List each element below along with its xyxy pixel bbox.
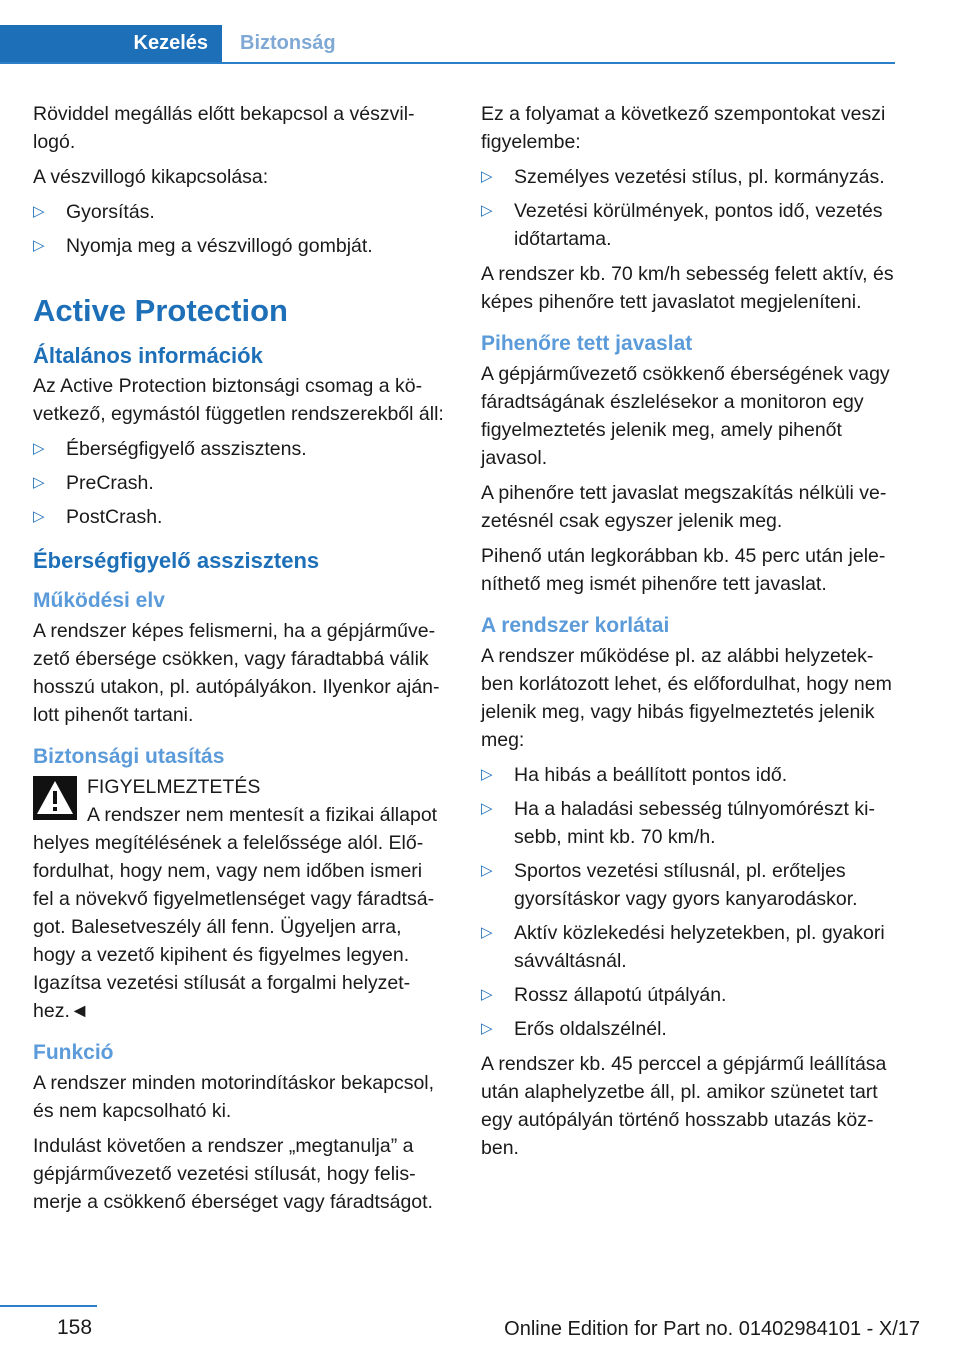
list-item-text: Vezetési körülmények, pontos idő, vezetés időtartama.: [514, 200, 883, 250]
subsection-title: Általános információk: [33, 343, 263, 368]
list-item: [33, 435, 448, 463]
list-item: [481, 761, 895, 789]
list-item: [33, 503, 448, 531]
paragraph: A rendszer működése pl. az alábbi helyzetekben korlátozott lehet, és előfordulhat, hogy nem jelenik meg, vagy hibás figyelmeztetés jelenik meg:: [481, 645, 892, 751]
warning-triangle-icon: [33, 776, 77, 820]
bullet-triangle-icon: ▷: [481, 1020, 493, 1037]
topic-heading: A rendszer korlátai: [481, 614, 670, 637]
bullet-list: [33, 435, 448, 531]
bullet-triangle-icon: ▷: [481, 862, 493, 879]
bullet-triangle-icon: ▷: [481, 800, 493, 817]
paragraph: Pihenő után legkorábban kb. 45 perc után jeleníthető meg ismét pihenőre tett javaslat.: [481, 545, 886, 595]
paragraph: Indulást követően a rendszer „megtanulja” a gépjárművezető vezetési stílusát, hogy felismerje a csökkenő éberséget vagy fáradtságot.: [33, 1135, 433, 1213]
topic-heading: Pihenőre tett javaslat: [481, 332, 693, 355]
bullet-triangle-icon: ▷: [481, 202, 493, 219]
list-item-text: Rossz állapotú útpályán.: [514, 984, 727, 1006]
list-item-text: Sportos vezetési stílusnál, pl. erőteljes gyorsításkor vagy gyors kanyarodáskor.: [514, 860, 858, 910]
list-item: [481, 163, 895, 191]
paragraph: A rendszer képes felismerni, ha a gépjárművezető ébersége csökken, vagy fáradtabbá válik hosszú utakon, pl. autópályákon. Ilyenkor ajánlott pihenőt tartani.: [33, 620, 440, 726]
list-item-text: Aktív közlekedési helyzetekben, pl. gyakori sávváltásnál.: [514, 922, 885, 972]
list-item: [481, 197, 895, 253]
edition-note: Online Edition for Part no. 01402984101 - X/17: [504, 1318, 920, 1340]
bullet-triangle-icon: ▷: [481, 766, 493, 783]
page-number: 158: [57, 1316, 93, 1339]
bullet-triangle-icon: ▷: [481, 986, 493, 1003]
paragraph: Röviddel megállás előtt bekapcsol a vészvillogó.: [33, 103, 415, 153]
list-item: [33, 232, 448, 260]
right-column: [481, 100, 895, 1169]
tab-biztonsag[interactable]: Biztonság: [240, 32, 336, 54]
section-title: Active Protection: [33, 293, 288, 328]
topic-heading: Működési elv: [33, 589, 165, 612]
footer-rule: [0, 1305, 97, 1307]
bullet-list: [481, 761, 895, 1043]
bullet-triangle-icon: ▷: [481, 168, 493, 185]
list-item-text: PostCrash.: [66, 506, 163, 528]
bullet-triangle-icon: ▷: [481, 924, 493, 941]
warning-text: A rendszer nem mentesít a fizikai állapot helyes megítélésének a felelőssége alól. Előfordulhat, hogy nem, vagy nem időben ismeri fel a növekvő figyelmetlenséget vagy fáradtságot. Balesetveszély áll fenn. Ügyeljen arra, hogy a vezető kipihent és figyelmes legyen. Igazítsa vezetési stílusát a forgalmi helyzethez.◄: [33, 804, 438, 1022]
list-item-text: Gyorsítás.: [66, 201, 155, 223]
list-item-text: Személyes vezetési stílus, pl. kormányzás.: [514, 166, 885, 188]
list-item-text: PreCrash.: [66, 472, 154, 494]
topic-heading: Biztonsági utasítás: [33, 745, 225, 768]
list-item: [481, 857, 895, 913]
paragraph: A rendszer minden motorindításkor bekapcsol, és nem kapcsolható ki.: [33, 1072, 435, 1122]
list-item: [33, 469, 448, 497]
list-item-text: Éberségfigyelő asszisztens.: [66, 438, 307, 460]
bullet-list: [33, 198, 448, 260]
subsection-title: Éberségfigyelő asszisztens: [33, 548, 320, 573]
bullet-triangle-icon: ▷: [33, 474, 45, 491]
paragraph: Ez a folyamat a következő szempontokat veszi figyelembe:: [481, 103, 886, 153]
list-item-text: Nyomja meg a vészvillogó gombját.: [66, 235, 373, 257]
paragraph: A rendszer kb. 45 perccel a gépjármű leállítása után alaphelyzetbe áll, pl. amikor szünetet tart egy autópályán történő hosszabb utazás közben.: [481, 1053, 887, 1159]
list-item: [33, 198, 448, 226]
paragraph: A gépjárművezető csökkenő éberségének vagy fáradtságának észlelésekor a monitoron egy figyelmeztetés jelenik meg, amely pihenőt javasol.: [481, 363, 890, 469]
left-column: [33, 100, 448, 1223]
tab-kezeles[interactable]: Kezelés: [0, 25, 222, 62]
chapter-tabbar: [0, 25, 895, 64]
paragraph: A rendszer kb. 70 km/h sebesség felett aktív, és képes pihenőre tett javaslatot megjeleníteni.: [481, 263, 894, 313]
list-item: [481, 919, 895, 975]
list-item: [481, 1015, 895, 1043]
bullet-triangle-icon: ▷: [33, 440, 45, 457]
paragraph: A vészvillogó kikapcsolása:: [33, 166, 269, 188]
bullet-triangle-icon: ▷: [33, 203, 45, 220]
bullet-list: [481, 163, 895, 253]
paragraph: Az Active Protection biztonsági csomag a következő, egymástól független rendszerekből áll:: [33, 375, 444, 425]
warning-block: [33, 773, 448, 1025]
bullet-triangle-icon: ▷: [33, 508, 45, 525]
warning-title: FIGYELMEZTETÉS: [87, 776, 261, 798]
list-item-text: Erős oldalszélnél.: [514, 1018, 667, 1040]
list-item: [481, 795, 895, 851]
paragraph: A pihenőre tett javaslat megszakítás nélküli vezetésnél csak egyszer jelenik meg.: [481, 482, 887, 532]
list-item-text: Ha a haladási sebesség túlnyomórészt kisebb, mint kb. 70 km/h.: [514, 798, 875, 848]
bullet-triangle-icon: ▷: [33, 237, 45, 254]
list-item-text: Ha hibás a beállított pontos idő.: [514, 764, 788, 786]
list-item: [481, 981, 895, 1009]
topic-heading: Funkció: [33, 1041, 114, 1064]
